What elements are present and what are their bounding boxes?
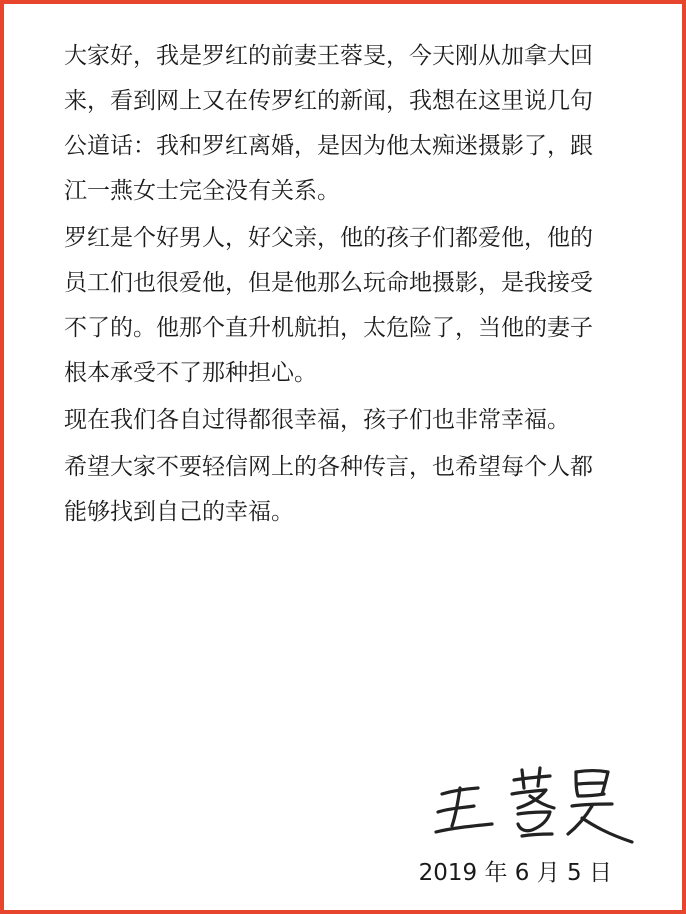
text-line: 公道话：我和罗红离婚，是因为他太痴迷摄影了，跟 (64, 133, 593, 159)
text-line: 不了的。他那个直升机航拍，太危险了，当他的妻子 (64, 315, 593, 341)
text-line: 员工们也很爱他，但是他那么玩命地摄影，是我接受 (64, 270, 593, 296)
text-line: 罗红是个好男人，好父亲，他的孩子们都爱他，他的 (64, 225, 593, 251)
text-line: 希望大家不要轻信网上的各种传言，也希望每个人都 (64, 454, 593, 480)
text-line: 能够找到自己的幸福。 (64, 499, 294, 525)
letter-body (64, 34, 644, 535)
signature-graphic (422, 764, 652, 849)
paragraph-4 (64, 445, 644, 535)
text-line: 根本承受不了那种担心。 (64, 360, 317, 386)
text-line: 现在我们各自过得都很幸福，孩子们也非常幸福。 (64, 407, 570, 433)
text-line: 大家好，我是罗红的前妻王蓉旻，今天刚从加拿大回 (64, 43, 593, 69)
text-line: 来，看到网上又在传罗红的新闻，我想在这里说几句 (64, 88, 593, 114)
paragraph-3 (64, 398, 644, 443)
paragraph-2 (64, 216, 644, 396)
paragraph-1 (64, 34, 644, 214)
letter-date: 2019 年 6 月 5 日 (418, 860, 612, 886)
handwritten-signature (422, 764, 652, 849)
text-line: 江一燕女士完全没有关系。 (64, 178, 340, 204)
